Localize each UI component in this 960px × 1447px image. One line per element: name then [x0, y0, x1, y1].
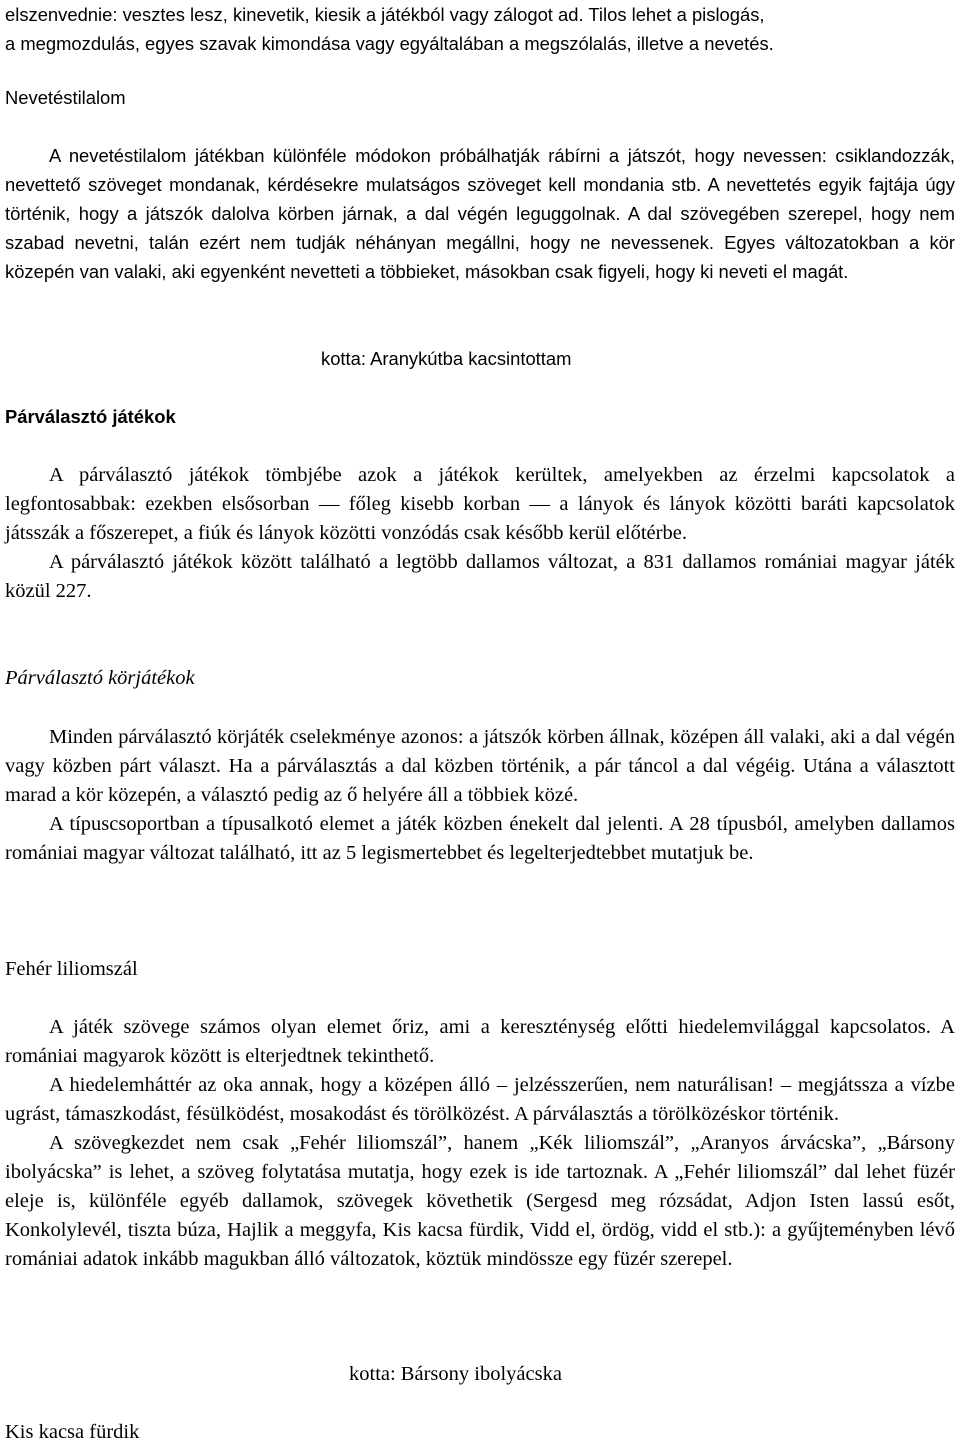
section-nevetestilalom-body	[5, 141, 955, 286]
section-feher-body	[5, 1013, 955, 1274]
parvalaszto-paragraph-1: A párválasztó játékok tömbjébe azok a játékok kerültek, amelyekben az érzelmi kapcsolatok a legfontosabbak: ezekben elsősorban — főleg kisebb korban — a lányok és lányok közötti baráti kapcsolatok játsszák a főszerepet, a fiúk és lányok közötti vonzódás csak később kerül előtérbe.	[5, 464, 955, 544]
korjatekok-paragraph-1: Minden párválasztó körjáték cselekménye azonos: a játszók körben állnak, középen áll valaki, aki a dal végén vagy közben párt választ. Ha a párválasztás a dal közben történik, a pár táncol a dal végéig. Utána a választott marad a kör közepén, a választó pedig az ő helyére áll a többiek közé.	[5, 726, 955, 806]
parvalaszto-paragraph-2: A párválasztó játékok között található a legtöbb dallamos változat, a 831 dallamos romániai magyar játék közül 227.	[5, 551, 955, 602]
section-kiskacsa-heading: Kis kacsa fürdik	[5, 1421, 140, 1443]
nevetestilalom-paragraph: A nevetéstilalom játékban különféle módokon próbálhatják rábírni a játszót, hogy nevessen: csiklandozzák, nevettető szöveget mondanak, kérdésekre mulatságos szöveget kell mondania stb. A nevettetés egyik fajtája úgy történik, hogy a játszók dalolva körben járnak, a dal végén leguggolnak. A dal szövegében szerepel, hogy nem szabad nevetni, talán ezért nem tudják néhányan megállni, hogy ne nevessenek. Egyes változatokban a kör közepén van valaki, aki egyenként nevetteti a többieket, másokban csak figyeli, hogy ki neveti el magát.	[5, 145, 955, 282]
section-korjatekok-body	[5, 723, 955, 868]
section-korjatekok-heading: Párválasztó körjátékok	[5, 667, 195, 689]
intro-line-1: elszenvednie: vesztes lesz, kinevetik, kiesik a játékból vagy zálogot ad. Tilos lehet a pislogás,	[5, 4, 765, 25]
intro-text	[5, 0, 955, 58]
kotta-label-aranykutba: kotta: Aranykútba kacsintottam	[321, 348, 572, 369]
section-parvalaszto-heading: Párválasztó játékok	[5, 406, 176, 427]
section-feher-heading: Fehér liliomszál	[5, 958, 138, 980]
korjatekok-paragraph-2: A típuscsoportban a típusalkotó elemet a játék közben énekelt dal jelenti. A 28 típusból, amelyben dallamos romániai magyar változat található, itt az 5 legismertebbet és legelterjedtebbet mutatjuk be.	[5, 813, 955, 864]
intro-line-2: a megmozdulás, egyes szavak kimondása vagy egyáltalában a megszólalás, illetve a nevetés.	[5, 33, 774, 54]
section-parvalaszto-body	[5, 461, 955, 606]
feher-paragraph-1: A játék szövege számos olyan elemet őriz, ami a kereszténység előtti hiedelemvilággal kapcsolatos. A romániai magyarok között is elterjedtnek tekinthető.	[5, 1016, 955, 1067]
kotta-label-barsony: kotta: Bársony ibolyácska	[349, 1363, 562, 1385]
section-nevetestilalom-heading: Nevetéstilalom	[5, 87, 126, 108]
feher-paragraph-2: A hiedelemháttér az oka annak, hogy a középen álló – jelzésszerűen, nem naturálisan! – megjátssza a vízbe ugrást, támaszkodást, fésülködést, mosakodást és törölközést. A párválasztás a törölközéskor történik.	[5, 1074, 955, 1125]
feher-paragraph-3: A szövegkezdet nem csak „Fehér liliomszál”, hanem „Kék liliomszál”, „Aranyos árvácska”, „Bársony ibolyácska” is lehet, a szöveg folytatása mutatja, hogy ezek is ide tartoznak. A „Fehér liliomszál” dal lehet füzér eleje is, különféle egyéb dallamok, szövegek követhetik (Sergesd meg rózsádat, Adjon Isten lassú esőt, Konkolylevél, tiszta búza, Hajlik a meggyfa, Kis kacsa fürdik, Vidd el, ördög, vidd el stb.): a gyűjteményben lévő romániai adatok inkább magukban álló változatok, köztük mindössze egy füzér szerepel.	[5, 1132, 955, 1270]
